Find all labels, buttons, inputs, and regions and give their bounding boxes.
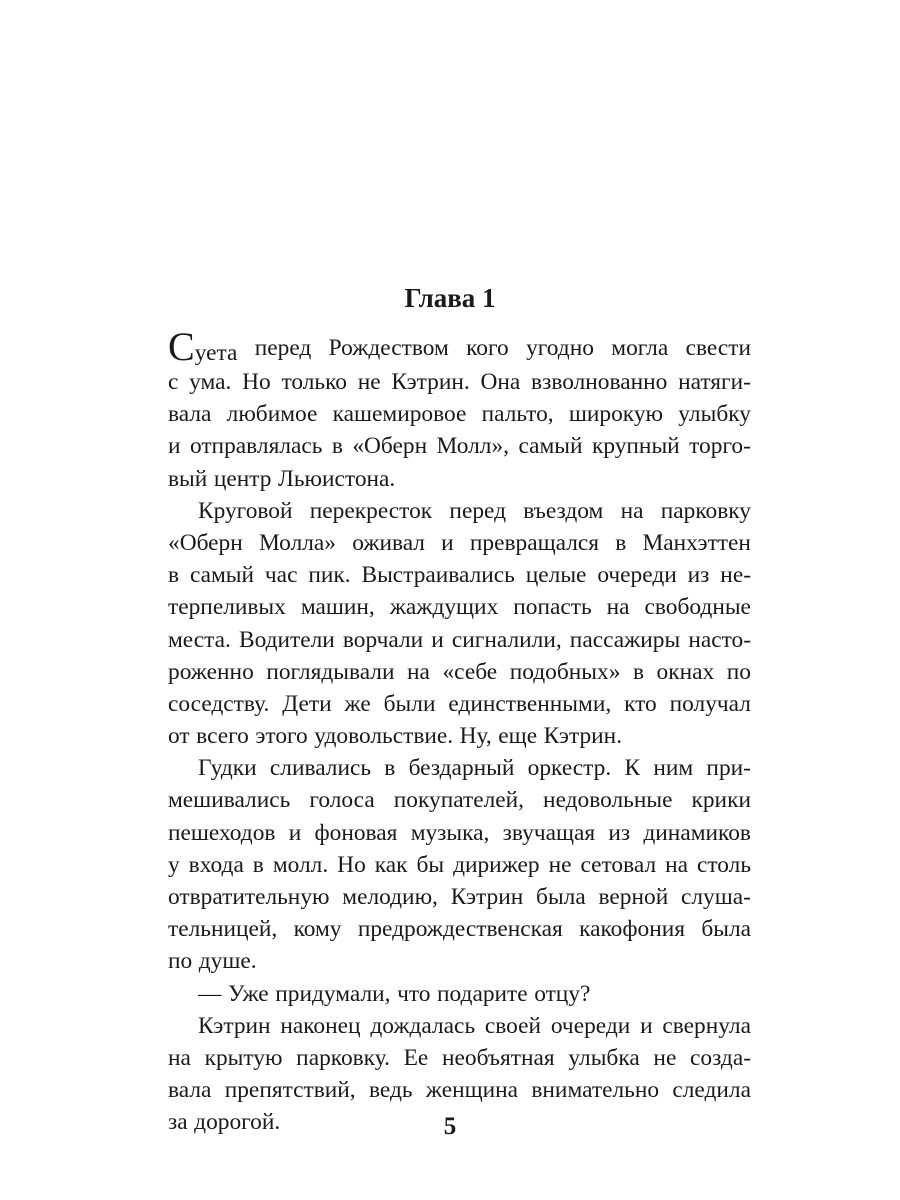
- text-line: и отправлялась в «Оберн Молл», самый крупный торго-: [168, 433, 751, 460]
- text-line: мешивались голоса покупателей, недовольные крики: [168, 787, 751, 814]
- text-line: у входа в молл. Но как бы дирижер не сетовал на столь: [168, 851, 751, 878]
- text-line: терпеливых машин, жаждущих попасть на свободные: [168, 594, 751, 621]
- text-line: за дорогой.: [168, 1109, 281, 1136]
- text-line: места. Водители ворчали и сигналили, пассажиры насто-: [168, 626, 751, 653]
- text-line: вала препятствий, ведь женщина внимательно следила: [168, 1077, 751, 1104]
- text-line: с ума. Но только не Кэтрин. Она взволнованно натяги-: [168, 369, 751, 395]
- text-line: на крытую парковку. Ее необъятная улыбка не созда-: [168, 1044, 751, 1071]
- text-line: соседству. Дети же были единственными, кто получал: [168, 690, 751, 717]
- text-line: Суета перед Рождеством кого угодно могла свести: [168, 324, 751, 369]
- text-line: Кэтрин наконец дождалась своей очереди и свернула: [198, 1012, 751, 1039]
- text-line: в самый час пик. Выстраивались целые очереди из не-: [168, 562, 751, 589]
- text-line: Гудки сливались в бездарный оркестр. К ним при-: [198, 755, 751, 782]
- text-line: отвратительную мелодию, Кэтрин была верной слуша-: [168, 884, 751, 910]
- text-line: по душе.: [168, 948, 257, 975]
- text-line: «Оберн Молла» оживал и превращался в Манхэттен: [168, 529, 751, 556]
- text-line: тельницей, кому предрождественская какофония была: [168, 916, 751, 943]
- text-line: роженно поглядывали на «себе подобных» в окнах по: [168, 658, 751, 685]
- text-line: от всего этого удовольствие. Ну, еще Кэтрин.: [168, 723, 623, 750]
- text-line: пешеходов и фоновая музыка, звучащая из динамиков: [168, 819, 751, 846]
- text-line: — Уже придумали, что подарите отцу?: [198, 980, 591, 1007]
- chapter-title: Глава 1: [404, 283, 496, 313]
- page-number: 5: [443, 1113, 457, 1140]
- text-line: вый центр Льюистона.: [168, 465, 396, 492]
- chapter-text: [168, 324, 751, 1139]
- text-line: Круговой перекресток перед въездом на парковку: [198, 497, 751, 524]
- text-line: вала любимое кашемировое пальто, широкую улыбку: [168, 401, 751, 428]
